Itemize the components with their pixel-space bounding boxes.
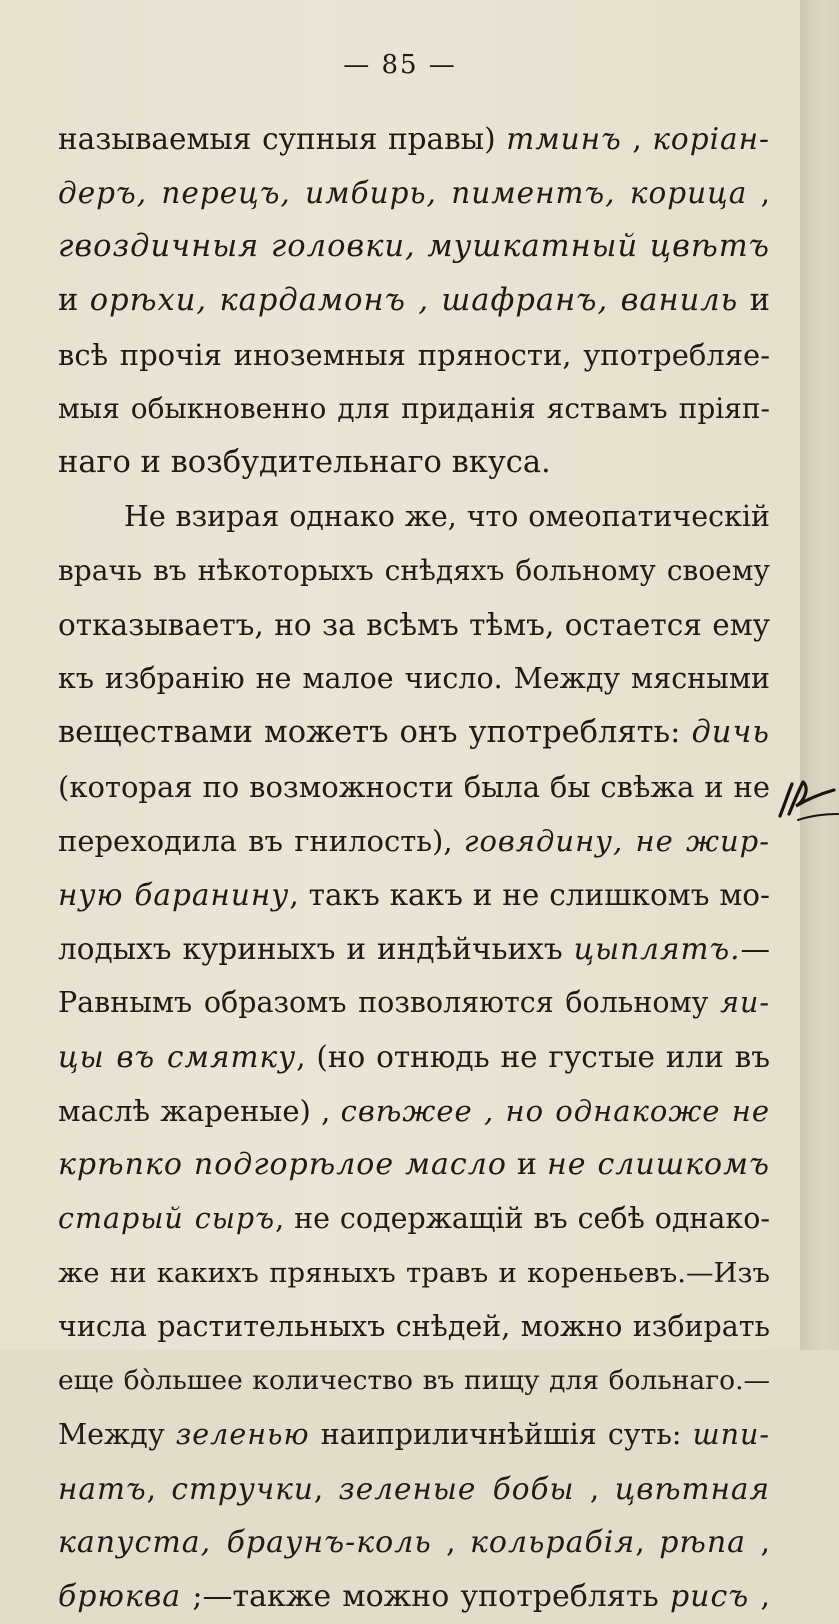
- text-segment: Не взирая однако же, что омеопатическій: [124, 500, 770, 533]
- text-line: [58, 544, 770, 598]
- text-segment: еще бо̀льшее количество въ пищу для больнаго.—: [58, 1365, 770, 1396]
- italic-text-segment: дичь: [691, 715, 770, 750]
- text-segment: врачь въ нѣкоторыхъ снѣдяхъ больному своему: [58, 554, 770, 587]
- italic-text-segment: говядину, не жир-: [463, 824, 770, 858]
- text-line: [58, 1354, 770, 1408]
- text-line: [58, 760, 770, 814]
- text-segment: , не содержащій въ себѣ однако-: [275, 1202, 770, 1235]
- italic-text-segment: яи-: [720, 986, 770, 1019]
- text-segment: же ни какихъ пряныхъ травъ и кореньевъ.—Изъ: [58, 1257, 770, 1289]
- italic-text-segment: ную баранину: [58, 878, 290, 912]
- italic-text-segment: цыплятъ.: [573, 932, 741, 966]
- text-line: [58, 652, 770, 706]
- text-segment: ,: [635, 1525, 660, 1560]
- text-segment: ,: [746, 1525, 770, 1560]
- text-line: [58, 166, 770, 220]
- italic-text-segment: капуста, браунъ-коль: [58, 1525, 432, 1560]
- italic-text-segment: зеленые бобы: [338, 1472, 575, 1506]
- text-segment: ,: [574, 1472, 615, 1506]
- text-segment: и: [738, 283, 770, 318]
- italic-text-segment: рисъ: [669, 1579, 750, 1614]
- italic-text-segment: зеленью: [175, 1418, 310, 1451]
- text-line: [58, 1462, 770, 1516]
- text-segment: (которая по возможности была бы свѣжа и не: [58, 770, 770, 804]
- text-line: [58, 598, 770, 652]
- italic-text-segment: тминъ: [506, 122, 622, 156]
- text-segment: ,: [313, 1472, 339, 1506]
- italic-text-segment: кольрабія: [469, 1525, 636, 1560]
- italic-text-segment: коріан-: [652, 122, 770, 156]
- text-segment: ,: [749, 1579, 770, 1614]
- text-line: [58, 274, 770, 328]
- text-line: [58, 1084, 770, 1138]
- text-line: [58, 1570, 770, 1624]
- italic-text-segment: свѣжее , но однакоже не: [340, 1094, 770, 1128]
- italic-text-segment: натъ: [58, 1472, 147, 1506]
- italic-text-segment: цы въ смятку: [58, 1040, 297, 1074]
- text-line: [58, 490, 770, 544]
- italic-text-segment: брюква: [58, 1579, 182, 1614]
- text-line: [58, 706, 770, 760]
- text-line: [58, 220, 770, 274]
- handwritten-margin-mark: [776, 776, 839, 824]
- text-line: [58, 1138, 770, 1192]
- text-line: [58, 1030, 770, 1084]
- text-line: [58, 1516, 770, 1570]
- text-line: [58, 328, 770, 382]
- text-segment: Между: [58, 1418, 176, 1451]
- italic-text-segment: рѣпа: [659, 1525, 747, 1560]
- text-line: [58, 1300, 770, 1354]
- text-segment: , (но отнюдь не густые или въ: [296, 1040, 770, 1074]
- text-segment: къ избранію не малое число. Между мясными: [58, 662, 770, 695]
- text-segment: числа растительныхъ снѣдей, можно избирать: [58, 1310, 770, 1343]
- text-line: [58, 976, 770, 1030]
- text-segment: маслѣ жареные) ,: [58, 1094, 341, 1128]
- text-line: [58, 1246, 770, 1300]
- text-segment: ,: [747, 176, 770, 210]
- italic-text-segment: деръ, перецъ, имбирь, пиментъ, корица: [58, 176, 748, 210]
- text-segment: и: [58, 283, 90, 318]
- text-segment: ,: [146, 1472, 172, 1506]
- text-segment: Равнымъ образомъ позволяются больному: [58, 986, 721, 1019]
- page-number: — 85 —: [343, 50, 457, 80]
- italic-text-segment: цвѣтная: [614, 1472, 770, 1506]
- italic-text-segment: старый сыръ: [58, 1202, 276, 1235]
- text-line: [58, 1192, 770, 1246]
- italic-text-segment: шпи-: [692, 1418, 770, 1451]
- text-segment: всѣ прочія иноземныя пряности, употребляе-: [58, 338, 770, 372]
- text-segment: ;—также можно употреблять: [181, 1579, 670, 1614]
- italic-text-segment: не слишкомъ: [546, 1147, 770, 1182]
- text-segment: ,: [621, 122, 653, 156]
- text-line: [58, 436, 770, 490]
- italic-text-segment: стручки: [171, 1472, 314, 1506]
- italic-text-segment: гвоздичныя головки, мушкатный цвѣтъ: [58, 229, 770, 264]
- text-segment: переходила въ гнилость),: [58, 824, 464, 858]
- italic-text-segment: крѣпко подгорѣлое масло: [58, 1147, 507, 1182]
- text-line: [58, 922, 770, 976]
- text-segment: отказываетъ, но за всѣмъ тѣмъ, остается ему: [58, 608, 770, 642]
- text-segment: веществами можетъ онъ употреблять:: [58, 715, 692, 750]
- text-segment: и: [506, 1147, 547, 1182]
- text-line: [58, 868, 770, 922]
- text-line: [58, 1408, 770, 1462]
- text-segment: наиприличнѣйшія суть:: [309, 1418, 693, 1451]
- text-segment: —: [740, 932, 770, 966]
- text-line: [58, 382, 770, 436]
- text-line: [58, 112, 770, 166]
- body-text: [58, 112, 770, 1624]
- text-line: [58, 814, 770, 868]
- italic-text-segment: орѣхи, кардамонъ , шафранъ, ваниль: [89, 283, 739, 318]
- text-segment: наго и возбудительнаго вкуса.: [58, 445, 551, 480]
- text-segment: лодыхъ куриныхъ и индѣйчьихъ: [58, 932, 574, 966]
- text-segment: ,: [431, 1525, 470, 1560]
- text-segment: , такъ какъ и не слишкомъ мо-: [289, 878, 770, 912]
- text-segment: мыя обыкновенно для приданія яствамъ пріяп-: [58, 392, 770, 425]
- page-edge: [800, 0, 839, 1350]
- text-segment: называемыя супныя правы): [58, 122, 507, 156]
